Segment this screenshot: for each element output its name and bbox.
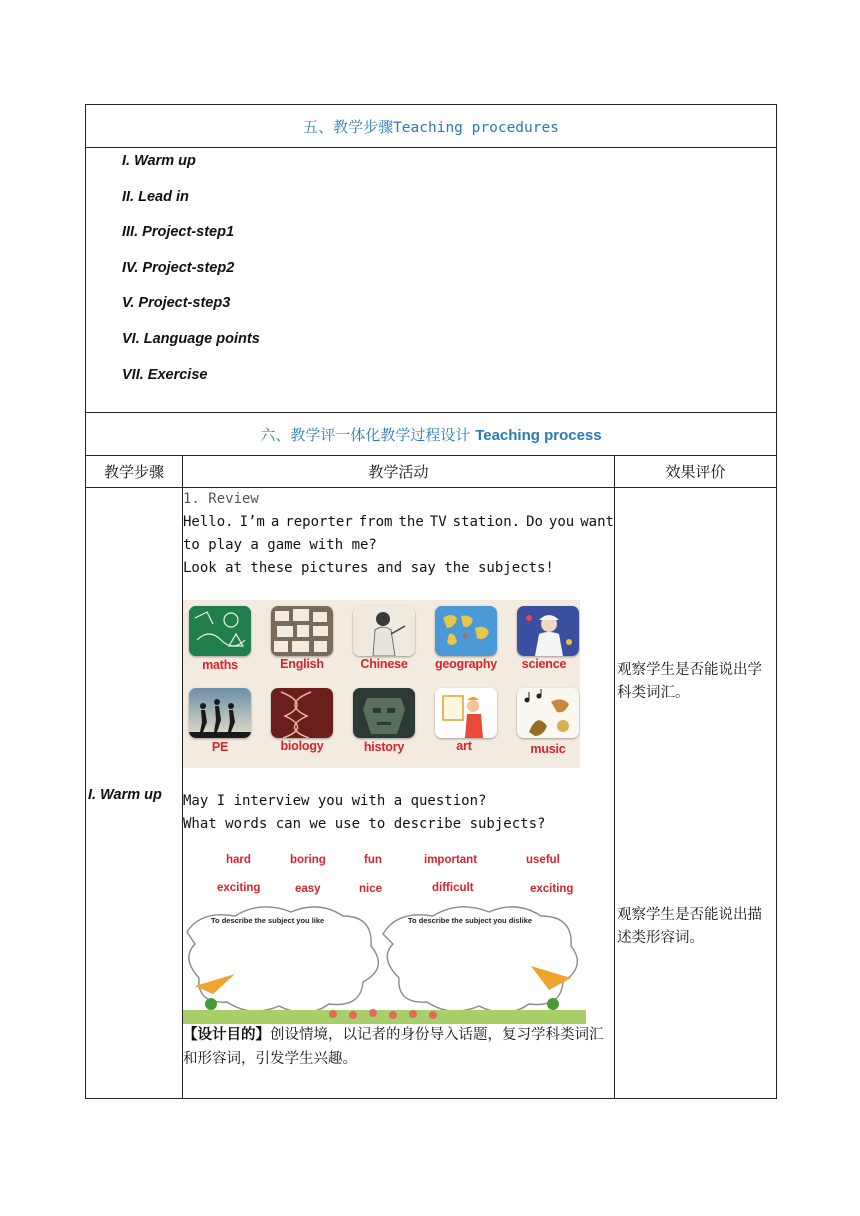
section6-title-cn: 六、教学评一体化教学过程设计 — [260, 425, 471, 444]
section6-title-en: Teaching process — [475, 426, 602, 444]
subject-label: history — [363, 740, 405, 754]
adjective-label: hard — [226, 854, 251, 866]
subject-label: geography — [434, 657, 498, 671]
review-heading: 1. Review — [183, 491, 259, 507]
procedure-item: VI. Language points — [122, 330, 260, 347]
history-picture — [353, 688, 415, 738]
subject-label: PE — [211, 740, 229, 754]
word: you — [548, 514, 575, 530]
science-picture — [517, 606, 579, 656]
word: reporter — [285, 514, 353, 530]
word: Do — [526, 514, 543, 530]
interview-text — [183, 790, 545, 836]
chinese-picture — [353, 606, 415, 656]
activity-line-1 — [183, 511, 614, 534]
adjective-label: nice — [359, 883, 383, 895]
procedures-list — [86, 148, 776, 399]
word: Hello. — [183, 514, 234, 530]
activity-line-5: What words can we use to describe subjects? — [183, 816, 546, 832]
english-picture — [271, 606, 333, 656]
subject-label: science — [521, 657, 567, 671]
procedures-cell — [86, 148, 777, 413]
column-header-evaluation: 效果评价 — [615, 456, 777, 488]
adjective-label: fun — [364, 854, 382, 866]
evaluation-text-2: 观察学生是否能说出描述类形容词。 — [617, 907, 762, 946]
adjective-label: useful — [526, 854, 560, 866]
design-purpose-text: 创设情境，以记者的身份导入话题，复习学科类词汇和形容词，引发学生兴趣。 — [183, 1027, 604, 1067]
activity-line-3: Look at these pictures and say the subjects! — [183, 560, 554, 576]
section5-title-en: Teaching procedures — [393, 119, 559, 136]
step-cell — [86, 488, 183, 1099]
column-header-activity: 教学活动 — [183, 456, 615, 488]
lesson-plan-table — [85, 104, 777, 1099]
activity-cell — [183, 488, 615, 1099]
adjective-label: exciting — [217, 882, 261, 894]
adjective-label: important — [424, 854, 478, 866]
procedure-item: II. Lead in — [122, 188, 189, 205]
procedure-item: IV. Project-step2 — [122, 259, 235, 276]
word: TV — [429, 514, 447, 530]
activity-line-2: to play a game with me? — [183, 537, 377, 553]
adjectives-picture — [183, 854, 586, 1024]
word: a — [270, 514, 280, 530]
subject-label: Chinese — [360, 657, 408, 671]
word: from — [358, 514, 393, 530]
section5-heading — [86, 105, 777, 148]
procedure-item: VII. Exercise — [122, 366, 208, 383]
adjective-label: easy — [295, 883, 321, 895]
evaluation-cell — [615, 488, 777, 1099]
evaluation-text-1: 观察学生是否能说出学科类词汇。 — [617, 662, 762, 701]
subject-label: music — [530, 742, 566, 756]
word: the — [398, 514, 424, 530]
maths-picture — [189, 606, 251, 656]
art-picture — [435, 688, 497, 738]
adjective-label: difficult — [432, 882, 474, 894]
biology-picture — [271, 688, 333, 738]
activity-line-4: May I interview you with a question? — [183, 793, 487, 809]
word: want — [580, 514, 614, 530]
cloud-left-label: To describe the subject you like — [211, 916, 325, 925]
section5-title-cn: 五、教学步骤 — [303, 117, 394, 136]
geography-picture — [435, 606, 497, 656]
subjects-picture — [183, 600, 580, 768]
adjective-label: boring — [290, 854, 326, 866]
design-purpose-tag: 【设计目的】 — [183, 1026, 270, 1043]
subject-label: biology — [280, 739, 324, 753]
procedure-item: I. Warm up — [122, 153, 196, 169]
step-label: I. Warm up — [88, 786, 162, 803]
word: station. — [452, 514, 521, 530]
music-picture — [517, 688, 579, 738]
column-header-step: 教学步骤 — [86, 456, 183, 488]
procedure-item: V. Project-step3 — [122, 295, 231, 312]
section6-heading — [86, 413, 777, 456]
subject-label: art — [456, 739, 472, 753]
subject-label: English — [280, 657, 324, 671]
procedure-item: III. Project-step1 — [122, 224, 235, 241]
adjective-label: exciting — [530, 883, 574, 895]
design-purpose — [183, 1023, 613, 1071]
pe-picture — [189, 688, 251, 738]
cloud-right-label: To describe the subject you dislike — [408, 916, 533, 925]
word: I’m — [239, 514, 265, 530]
subject-label: maths — [202, 658, 238, 672]
